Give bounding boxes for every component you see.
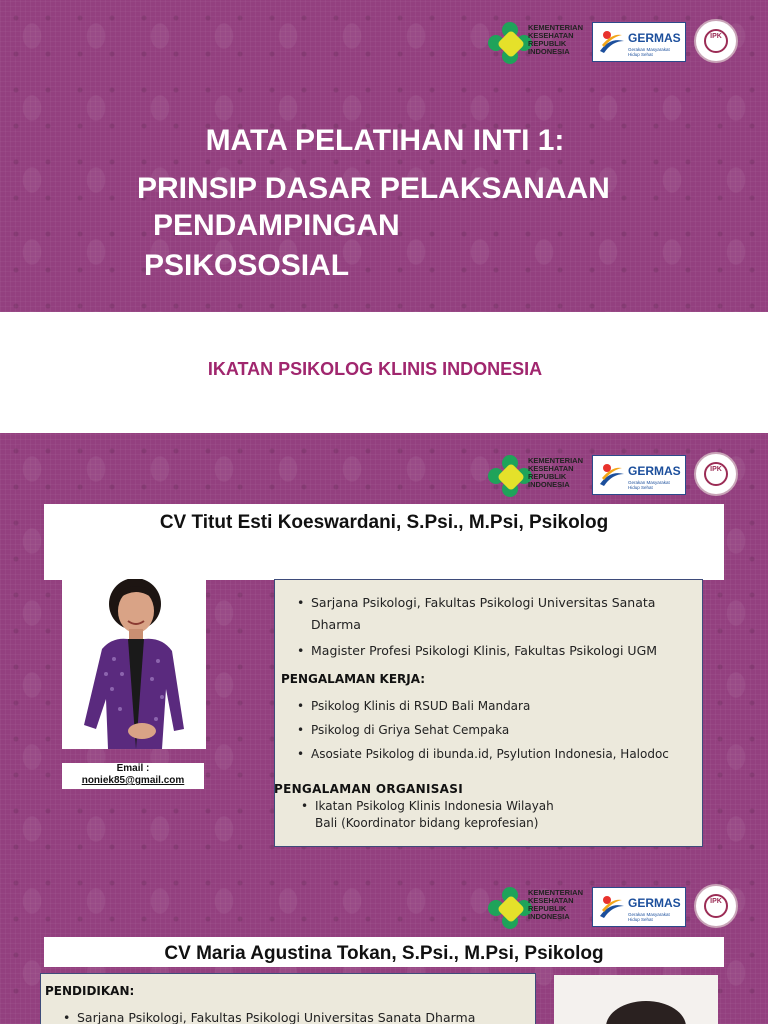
kemenkes-emblem-icon [488, 887, 532, 929]
person-portrait-icon [62, 579, 206, 749]
logo-group [488, 18, 740, 66]
ipk-logo: IPK [694, 452, 738, 496]
cv-slide-2 [0, 865, 768, 1024]
profile-photo [554, 975, 718, 1024]
kemenkes-text: KEMENTERIAN KESEHATAN REPUBLIK INDONESIA [528, 456, 584, 489]
cv-heading-box [44, 937, 724, 967]
work-experience-title: PENGALAMAN KERJA: [281, 672, 426, 686]
kemenkes-text: KEMENTERIAN KESEHATAN REPUBLIK INDONESIA [528, 23, 584, 56]
list-item: • Psikolog Klinis di RSUD Bali Mandara [297, 694, 697, 718]
germas-swoosh-icon [598, 462, 626, 488]
education-list [63, 1008, 523, 1024]
cv-details-box [40, 973, 536, 1024]
cv-slide-1 [0, 433, 768, 865]
work-experience-list [297, 694, 697, 766]
contact-email [62, 763, 204, 789]
germas-logo: GERMAS Gerakan Masyarakat Hidup Sehat [592, 22, 686, 62]
list-item: • Ikatan Psikolog Klinis Indonesia Wilayah Bali (Koordinator bidang keprofesian) [301, 798, 576, 832]
logo-group [488, 883, 740, 931]
title-slide [0, 0, 768, 312]
education-list [297, 592, 677, 662]
germas-logo: GERMAS Gerakan Masyarakat Hidup Sehat [592, 887, 686, 927]
cv-heading: CV Titut Esti Koeswardani, S.Psi., M.Psi, Psikolog [159, 512, 609, 533]
kemenkes-logo [488, 22, 588, 64]
course-title: MATA PELATIHAN INTI 1: [205, 124, 565, 157]
organization-experience-list [301, 798, 576, 832]
cv-heading: CV Maria Agustina Tokan, S.Psi., M.Psi, Psikolog [164, 943, 604, 964]
organization-band [0, 312, 768, 433]
course-subtitle-line2: PENDAMPINGAN [153, 209, 400, 242]
organization-experience-title: PENGALAMAN ORGANISASI [274, 782, 463, 796]
cv-heading-box [44, 504, 724, 580]
germas-swoosh-icon [598, 894, 626, 920]
email-label: Email : [116, 763, 150, 774]
organization-name: IKATAN PSIKOLOG KLINIS INDONESIA [207, 359, 543, 379]
education-title: PENDIDIKAN: [45, 984, 135, 998]
kemenkes-text: KEMENTERIAN KESEHATAN REPUBLIK INDONESIA [528, 888, 584, 921]
profile-photo [62, 579, 206, 749]
germas-swoosh-icon [598, 29, 626, 55]
person-portrait-icon [554, 975, 718, 1024]
ipk-logo: IPK [694, 19, 738, 63]
list-item: • Psikolog di Griya Sehat Cempaka [297, 718, 697, 742]
list-item: • Asosiate Psikolog di ibunda.id, Psylution Indonesia, Halodoc [297, 742, 697, 766]
germas-logo: GERMAS Gerakan Masyarakat Hidup Sehat [592, 455, 686, 495]
kemenkes-emblem-icon [488, 455, 532, 497]
kemenkes-logo [488, 455, 588, 497]
course-subtitle-line1: PRINSIP DASAR PELAKSANAAN [137, 172, 610, 205]
cv-details-box [274, 579, 703, 847]
kemenkes-emblem-icon [488, 22, 532, 64]
ipk-logo: IPK [694, 884, 738, 928]
course-subtitle-line3: PSIKOSOSIAL [144, 249, 350, 282]
logo-group [488, 451, 740, 499]
email-link[interactable]: noniek85@gmail.com [81, 775, 185, 786]
list-item: • Sarjana Psikologi, Fakultas Psikologi Universitas Sanata Dharma [63, 1008, 523, 1024]
list-item: • Magister Profesi Psikologi Klinis, Fakultas Psikologi UGM [297, 640, 677, 662]
kemenkes-logo [488, 887, 588, 929]
list-item: • Sarjana Psikologi, Fakultas Psikologi Universitas Sanata Dharma [297, 592, 677, 636]
